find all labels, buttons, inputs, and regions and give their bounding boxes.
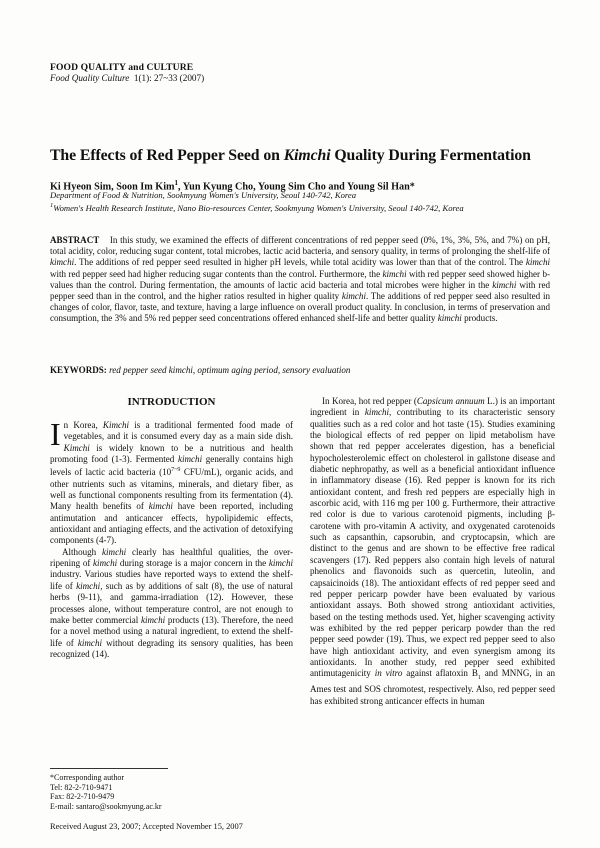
intro-paragraph-3: In Korea, hot red pepper (Capsicum annuum L.) is an important ingredient in kimchi, contributing to its characteristic sensory qualities such as a red color and hot taste (15). Studies examining the biological effects of red pepper on lipid metabolism have shown that red pepper accelerates digestion, has a beneficial hypocholesterolemic effect on cholesterol in gallstone disease and diabetic nephropathy, as well as a beneficial antioxidant influence in inflammatory disease (16). Red pepper is known for its rich antioxidant content, and fresh red peppers are especially high in ascorbic acid, with 116 mg per 100 g. Furthermore, their attractive red color is due to various carotenoid pigments, including β-carotene with pro-vitamin A activity, and oxygenated carotenoids such as capsanthin, capsorubin, and cryptocapsin, which are distinct to the genus and are shown to be effective free radical scavengers (17). Red peppers also contain high levels of natural phenolics and flavonoids such as quercetin, luteolin, and capsaicinoids (18). The antioxidant effects of red pepper seed and red pepper pericarp powder have been evaluated by various antioxidant assays. Both showed strong antioxidant activities, based on the testing methods used. Yet, higher scavenging activity was exhibited by the red pepper pericarp powder than the red pepper seed powder (19). Thus, we expect red pepper seed to also have high antioxidant activity, and even synergism among its antioxidants. In another study, red pepper seed exhibited antimutagenicity in vitro against aflatoxin $B_1$ and MNNG, in an Ames test and SOS chromotest, respectively. Also, red pepper seed has exhibited strong anticancer effects in human [310,396,556,706]
right-column [310,396,555,707]
paper-title: The Effects of Red Pepper Seed on Kimchi Quality During Fermentation [50,147,531,164]
abstract-label: ABSTRACT [50,235,100,245]
author-list: Ki Hyeon Sim, Soon Im Kim$^1$, Yun Kyung Cho, Young Sim Cho and Young Sil Han* [50,179,415,193]
journal-header [50,62,204,84]
keywords-value: red pepper seed kimchi, optimum aging period, sensory evaluation [109,365,351,375]
affiliation-1: Department of Food & Nutrition, Sookmyung Women's University, Seoul 140-742, Korea [50,190,357,200]
intro-paragraph-1: In Korea, Kimchi is a traditional fermented food made of vegetables, and it is consumed every day as a main side dish. Kimchi is widely known to be a nutritious and health promoting food (1-3). Fermented kimchi generally contains high levels of lactic acid bacteria ($10^{7\sim 9}$ CFU/mL), organic acids, and other nutrients such as vitamins, minerals, and dietary fiber, as well as functional components resulting from its fermentation (4). Many health benefits of kimchi have been reported, including antimutation and anticancer effects, hypolipidemic effects, antioxidant and antiaging effects, and the activation of detoxifying components (4-7). [50,416,293,546]
affiliations [50,190,570,213]
footnote-rule [50,768,168,769]
drop-cap: I [50,416,61,452]
affiliation-2: $^1$Women's Health Research Institute, Nano Bio-resources Center, Sookmyung Women's University, Seoul 140-742, Korea [50,201,464,213]
left-column [50,416,294,660]
keywords-label: KEYWORDS: [50,365,107,375]
journal-name: FOOD QUALITY and CULTURE [50,62,194,73]
journal-citation: Food Quality Culture 1(1): 27~33 (2007) [50,73,205,83]
intro-paragraph-2: Although kimchi clearly has healthful qualities, the over-ripening of kimchi during storage is a major concern in the kimchi industry. Various studies have reported ways to extend the shelf-life of kimchi, such as by additions of salt (8), the use of natural herbs (9-11), and gamma-irradiation (12). However, these processes alone, without temperature control, are not enough to make better commercial kimchi products (13). Therefore, the need for a novel method using a natural ingredient, to extend the shelf-life of kimchi without degrading its sensory qualities, has been recognized (14). [50,546,294,659]
email-text: E-mail: santaro@sookmyung.ac.kr [50,801,162,811]
received-dates: Received August 23, 2007; Accepted November 15, 2007 [50,822,243,831]
keywords [50,365,550,376]
corresponding-footnote: *Corresponding author Tel: 82-2-710-9471 Fax: 82-2-710-9479 E-mail: santaro@sookmyung.ac.kr [50,773,162,811]
abstract: ABSTRACT In this study, we examined the effects of different concentrations of red pepper seed (0%, 1%, 3%, 5%, and 7%) on pH, total acidity, color, reducing sugar content, total microbes, lactic acid bacteria, and sensory quality, in terms of prolonging the shelf-life of kimchi. The additions of red pepper seed resulted in higher pH levels, while total acidity was lower than that of the control. The kimchi with red pepper seed had higher reducing sugar contents than the control. Furthermore, the kimchi with red pepper seed showed higher b-values than the control. During fermentation, the amounts of lactic acid bacteria and total microbes were higher in the kimchi with red pepper seed than in the control, and the higher ratios resulted in higher quality kimchi. The additions of red pepper seed also resulted in changes of color, flavor, taste, and texture, having a large influence on overall product quality. In conclusion, in terms of preservation and consumption, the 3% and 5% red pepper seed concentrations offered enhanced shelf-life and better quality kimchi products. [50,235,551,324]
introduction-heading: INTRODUCTION [127,396,216,408]
